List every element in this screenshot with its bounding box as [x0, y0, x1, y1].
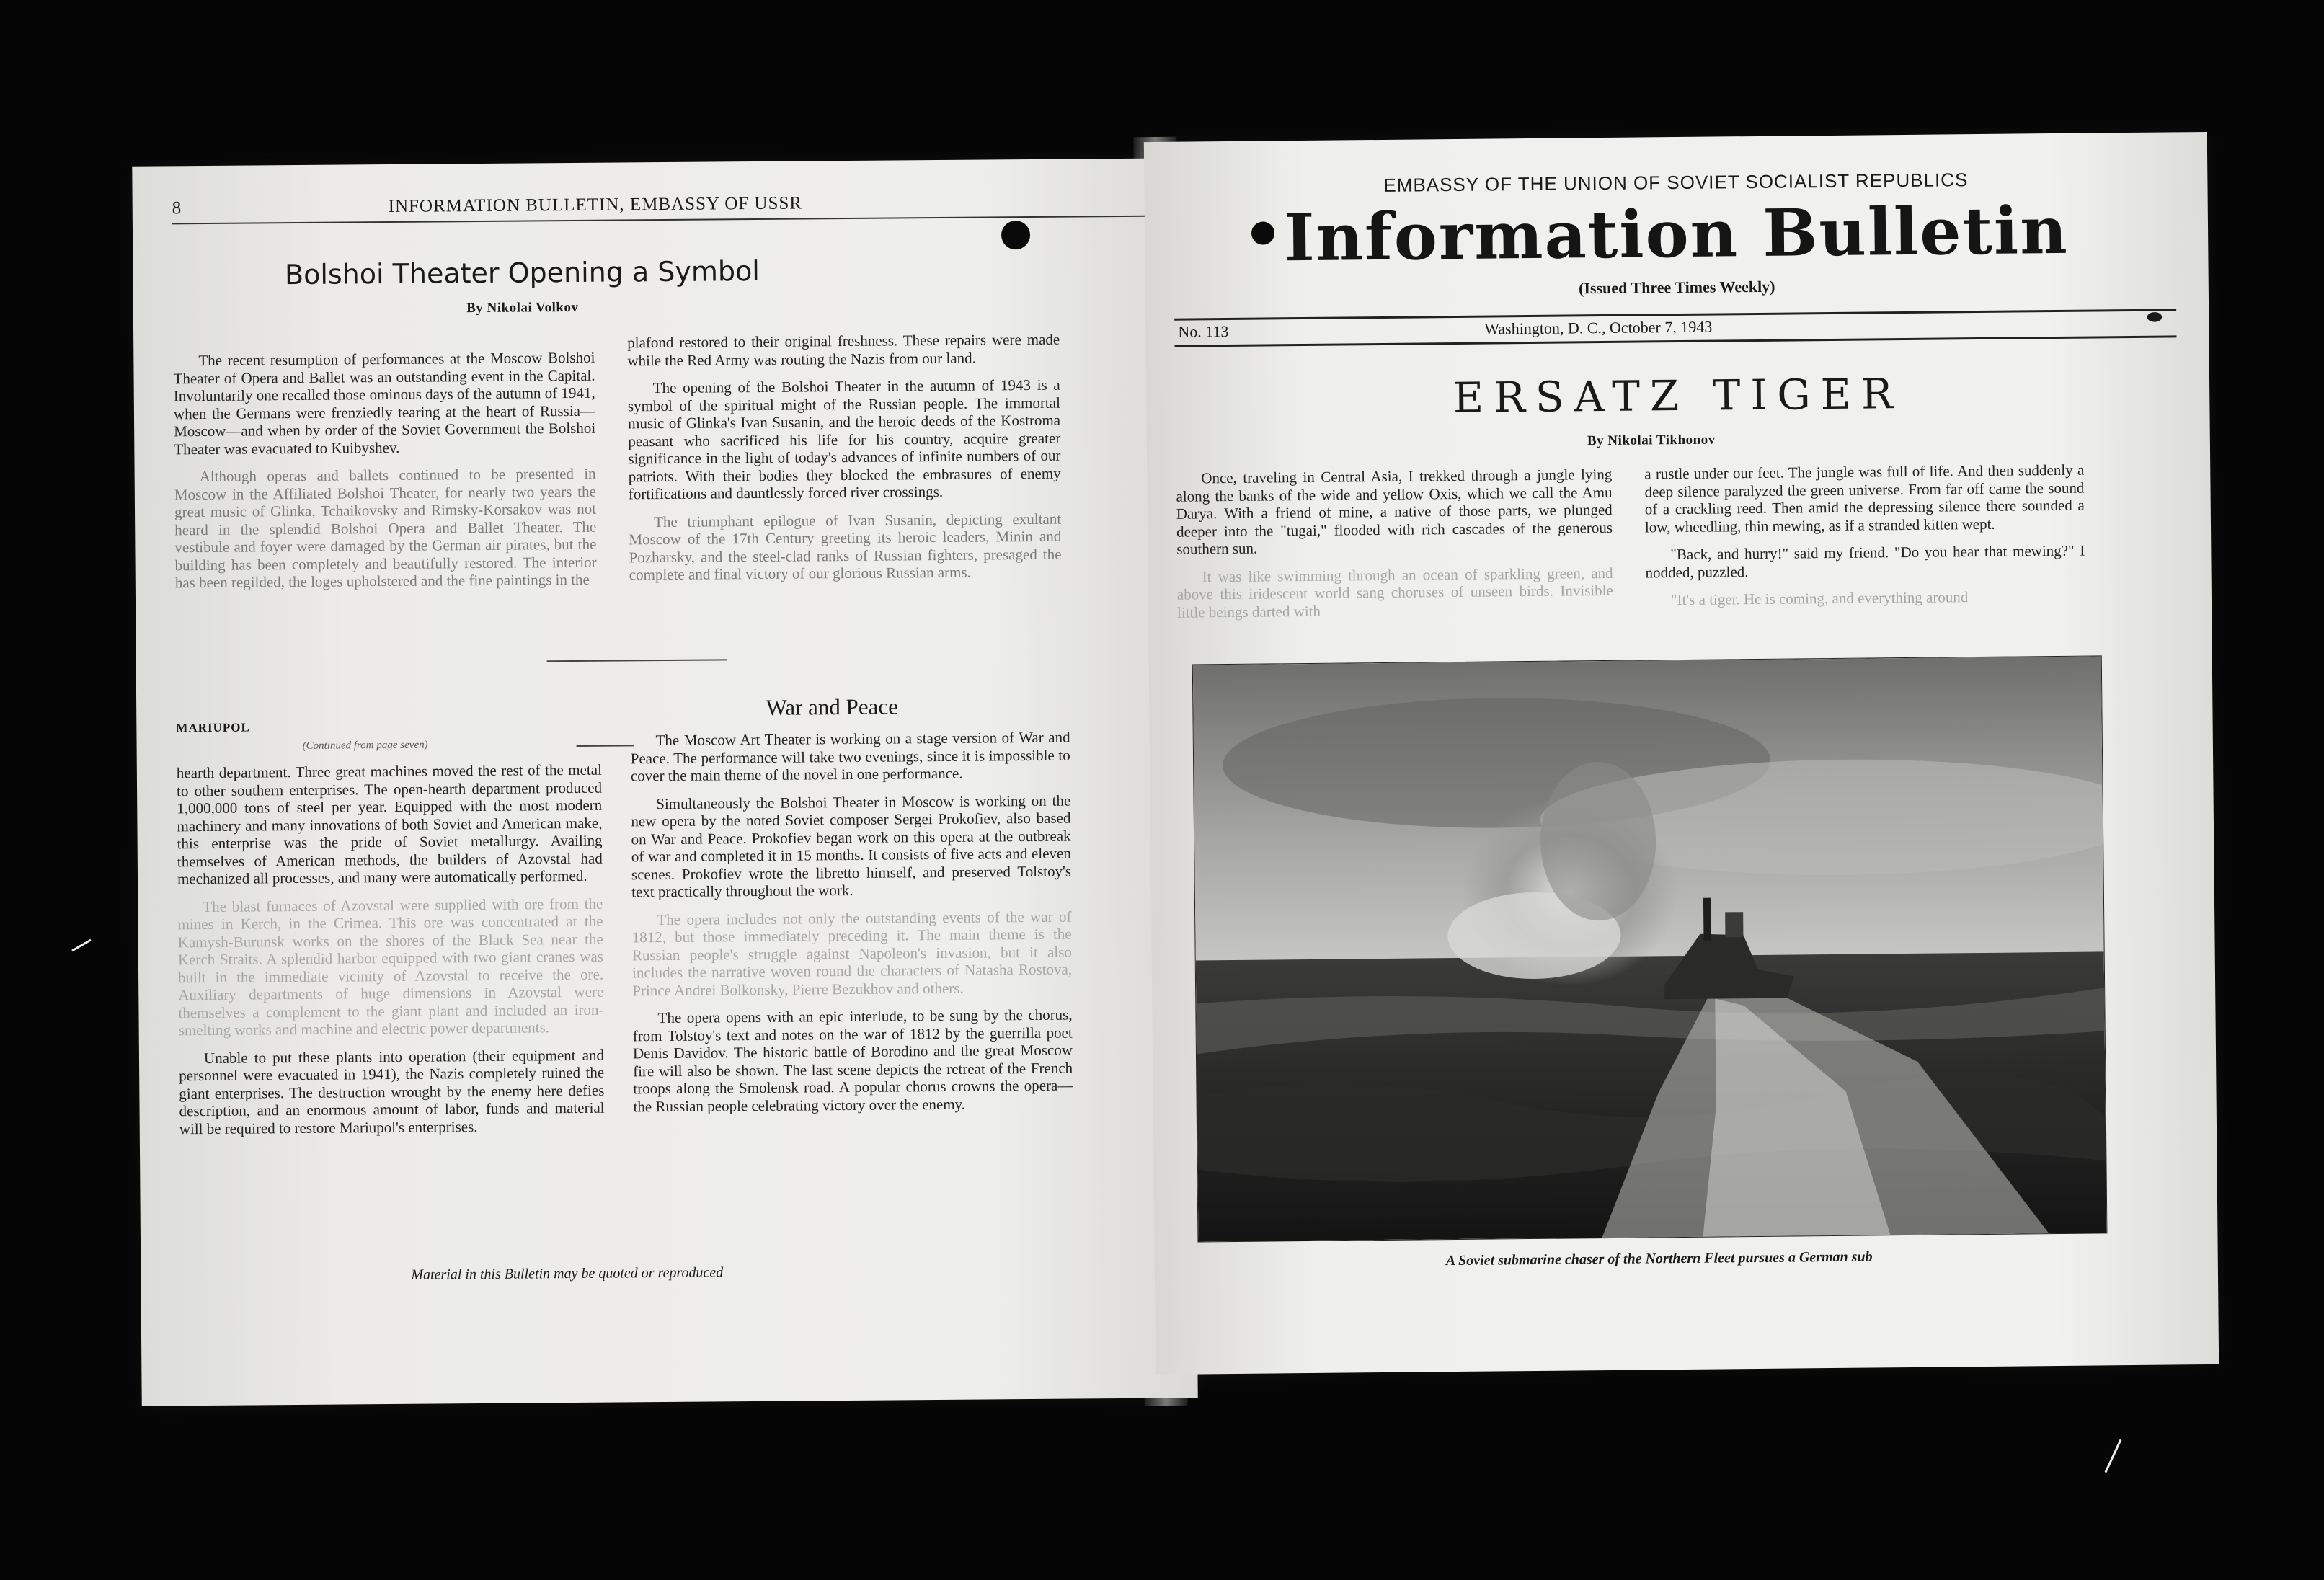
article-column-2	[1644, 461, 2085, 619]
ornament-icon: ⬬	[2147, 308, 2163, 327]
paragraph: The recent resumption of performances at the Moscow Bolshoi Theater of Opera and Ballet was an outstanding event in the Capital. Involuntarily one recalled those ominous days of the autumn of 1941, when the Germans were frenziedly tearing at the heart of Russia—Moscow—and when by order of the Soviet Government the Bolshoi Theater was evacuated to Kuibyshev.	[173, 348, 596, 458]
paragraph: The opera includes not only the outstanding events of the war of 1812, but those immediately preceding it. The main theme is the Russian people's struggle against Napoleon's invasion, but it also includes the narrative woven round the characters of Natasha Rostova, Prince Andrei Bolkonsky, Pierre Bezukhov and others.	[631, 907, 1073, 999]
reproduction-note: Material in this Bulletin may be quoted or reproduced	[411, 1264, 724, 1283]
right-page	[1144, 132, 2219, 1375]
left-page	[132, 158, 1197, 1406]
paragraph: plafond restored to their original freshness. These repairs were made while the Red Army was routing the Nazis from our land.	[627, 330, 1060, 369]
article-title: ERSATZ TIGER	[1452, 369, 1903, 423]
article-byline: By Nikolai Volkov	[466, 299, 579, 316]
mariupol-column	[177, 761, 605, 1148]
article-title: Bolshoi Theater Opening a Symbol	[284, 254, 760, 291]
paragraph: Once, traveling in Central Asia, I trekked through a jungle lying along the banks of the wide and yellow Oxis, which we call the Amu Darya. With a friend of mine, a native of those parts, we plunged deeper into the "tugai," flooded with rich cascades of the generous southern sun.	[1176, 465, 1613, 558]
paragraph: The Moscow Art Theater is working on a stage version of War and Peace. The performance will take two evenings, since it is impossible to cover the main theme of the novel in one performance.	[630, 728, 1070, 785]
article-title: War and Peace	[766, 693, 899, 720]
paragraph: "It's a tiger. He is coming, and everything around	[1670, 588, 1969, 609]
paragraph: a rustle under our feet. The jungle was full of life. And then suddenly a deep silence paralyzed the green universe. From far off came the sound of a crackling reed. Then amid the depressing silence there sounded a low, wheedling, thin mewing, as if a stranded kitten wept.	[1644, 461, 2085, 536]
article-byline: By Nikolai Tikhonov	[1587, 432, 1716, 449]
paragraph: The blast furnaces of Azovstal were supplied with ore from the mines in Kerch, in the Crimea. This ore was concentrated at the Kamysh-Burunsk works on the shores of the Black Sea near the Kerch Straits. A splendid harbor equipped with two giant cranes was built in the immediate vicinity of Azovstal to receive the ore. Auxiliary departments of huge dimensions in Azovstal were themselves a complement to the giant plant and included an iron-smelting works and machine and electric power departments.	[177, 895, 604, 1039]
war-and-peace-column	[630, 729, 1073, 1126]
paragraph: The opera opens with an epic interlude, to be sung by the chorus, from Tolstoy's text and notes on the war of 1812 by the guerrilla poet Denis Davidov. The historic battle of Borodino and the great Moscow fire will also be shown. The last scene depicts the retreat of the French troops along the Smolensk road. A popular chorus crowns the opera—the Russian people celebrating victory over the enemy.	[632, 1006, 1073, 1115]
divider	[577, 745, 634, 747]
masthead-title: Information Bulletin	[1284, 192, 2070, 277]
film-scratch	[71, 939, 91, 952]
embassy-header: EMBASSY OF THE UNION OF SOVIET SOCIALIST REPUBLICS	[1383, 169, 1969, 196]
paragraph: Simultaneously the Bolshoi Theater in Moscow is working on the new opera by the noted Soviet composer Sergei Prokofiev, also based on War and Peace. Prokofiev began work on this opera at the outbreak of war and completed it in 15 months. It consists of five acts and eleven scenes. Prokofiev wrote the libretto himself, and preserved Tolstoy's text practically throughout the work.	[631, 791, 1072, 901]
section-label: MARIUPOL	[176, 720, 250, 735]
paragraph: Although operas and ballets continued to be presented in Moscow in the Affiliated Bolshoi Theater, for nearly two years the great music of Glinka, Tchaikovsky and Rimsky-Korsakov was not heard in the splendid Bolshoi Opera and Ballet Theater. The vestibule and foyer were damaged by the German air pirates, but the building has been completely and beautifully restored. The interior has been regilded, the loges upholstered and the fine paintings in the	[174, 464, 597, 592]
paragraph: hearth department. Three great machines moved the rest of the metal to other southern enterprises. The open-hearth department produced 1,000,000 tons of steel per year. Equipped with the most modern machinery and many innovations of both Soviet and American make, this enterprise was the pride of Soviet metallurgy. Availing themselves of American methods, the builders of Azovstal had mechanized all processes, and many were automatically performed.	[176, 760, 603, 888]
dateline-bar	[1174, 309, 2176, 347]
running-head	[172, 190, 1171, 224]
article-column-1	[1176, 466, 1613, 631]
issue-number: No. 113	[1178, 322, 1229, 341]
paragraph: The opening of the Bolshoi Theater in the autumn of 1943 is a symbol of the spiritual might of the Russian people. The immortal music of Glinka's Ivan Susanin, and the heroic deeds of the Kostroma peasant who sacrificed his life for his country, acquire greater significance in the light of today's advances of infinite numbers of our patriots. With their bodies they blocked the embrasures of enemy fortifications and dauntlessly forced river crossings.	[627, 376, 1061, 503]
issue-date: Washington, D. C., October 7, 1943	[1484, 317, 1713, 338]
divider	[547, 659, 727, 662]
issue-frequency: (Issued Three Times Weekly)	[1578, 277, 1775, 298]
article-column-2	[627, 331, 1062, 594]
running-head-title: INFORMATION BULLETIN, EMBASSY OF USSR	[388, 193, 803, 216]
submarine-chaser-photo	[1192, 655, 2108, 1242]
paragraph: The triumphant epilogue of Ivan Susanin, depicting exultant Moscow of the 17th Century greeting its heroic leaders, Minin and Pozharsky, and the steel-clad ranks of Russian fighters, presaged the complete and final victory of our glorious Russian arms.	[629, 510, 1062, 584]
film-scratch	[2105, 1439, 2122, 1473]
article-column-1	[173, 349, 597, 602]
continued-note: (Continued from page seven)	[302, 739, 428, 752]
paragraph: It was like swimming through an ocean of sparkling green, and above this iridescent world sang choruses of unseen birds. Invisible little beings darted with	[1176, 564, 1613, 621]
page-number: 8	[172, 198, 182, 218]
ink-dot	[1001, 221, 1030, 249]
paragraph: "Back, and hurry!" said my friend. "Do you hear that mewing?" I nodded, puzzled.	[1645, 541, 2085, 581]
paragraph: Unable to put these plants into operation (their equipment and personnel were evacuated in 1941), the Nazis completely ruined the giant enterprises. The destruction wrought by the enemy here defies description, and an enormous amount of labor, funds and material will be required to restore Mariupol's enterprises.	[179, 1046, 605, 1137]
photo-caption: A Soviet submarine chaser of the Northern Fleet pursues a German sub	[1445, 1248, 1873, 1269]
